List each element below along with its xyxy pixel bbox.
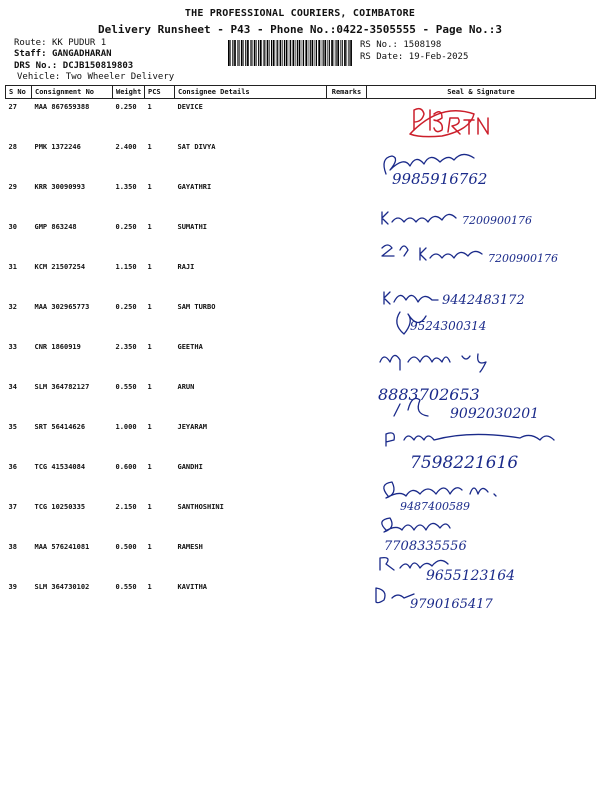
route-line	[14, 38, 106, 48]
barcode-bar	[308, 40, 309, 66]
signature-text-row-38: 9655123164	[426, 568, 516, 584]
col-header-sno: S No	[6, 86, 32, 99]
barcode-bar	[350, 40, 352, 66]
cell-consignment-no: CNR 1860919	[34, 343, 81, 351]
cell-sno: 33	[8, 343, 17, 351]
signature-text-row-34-a: 8883702653	[378, 385, 480, 404]
cell-consignment-no: SLM 364782127	[34, 383, 90, 391]
cell-sno: 27	[8, 103, 17, 111]
rs-date-line	[360, 52, 468, 62]
cell-sno: 28	[8, 143, 17, 151]
barcode-bar	[347, 40, 348, 66]
barcode-bar	[310, 40, 311, 66]
cell-consignee: SAM TURBO	[177, 303, 216, 311]
cell-pcs: 1	[147, 543, 152, 551]
cell-weight: 1.000	[115, 423, 137, 431]
barcode-bar	[247, 40, 249, 66]
cell-consignment-no: KRR 30090993	[34, 183, 86, 191]
signature-row-36	[384, 482, 496, 513]
signature-row-37	[382, 518, 467, 554]
cell-weight: 0.600	[115, 463, 137, 471]
cell-consignee: JEYARAM	[177, 423, 208, 431]
drs-value: DCJB150819803	[62, 61, 134, 71]
cell-consignee: SUMATHI	[177, 223, 208, 231]
barcode-bar	[293, 40, 295, 66]
cell-remarks	[327, 419, 367, 459]
cell-consignment-no: GMP 863248	[34, 223, 77, 231]
barcode-bar	[282, 40, 283, 66]
cell-weight: 0.250	[115, 303, 137, 311]
cell-pcs: 1	[147, 383, 152, 391]
cell-pcs: 1	[147, 223, 152, 231]
rs-date-value: 19-Feb-2025	[408, 52, 469, 62]
signature-row-34	[378, 385, 539, 422]
cell-pcs: 1	[147, 143, 152, 151]
barcode-bar	[251, 40, 252, 66]
barcode-bar	[271, 40, 272, 66]
barcode-bar	[297, 40, 298, 66]
barcode-bar	[263, 40, 264, 66]
staff-label: Staff:	[14, 49, 47, 59]
drs-label: DRS No.:	[14, 61, 58, 71]
barcode-bar	[260, 40, 262, 66]
barcode-bar	[302, 40, 303, 66]
signature-text-row-31: 9442483172	[442, 293, 525, 308]
barcode-bar	[237, 40, 238, 66]
cell-weight: 0.550	[115, 583, 137, 591]
cell-pcs: 1	[147, 303, 152, 311]
cell-weight: 1.150	[115, 263, 137, 271]
barcode-bar	[228, 40, 230, 66]
rs-no-value: 1508198	[403, 40, 442, 50]
barcode-bar	[277, 40, 278, 66]
barcode-bar	[324, 40, 326, 66]
barcode-bar	[312, 40, 314, 66]
barcode-bar	[284, 40, 285, 66]
cell-weight: 0.250	[115, 223, 137, 231]
cell-consignment-no: PMK 1372246	[34, 143, 81, 151]
cell-consignee: RAJI	[177, 263, 195, 271]
barcode-bar	[331, 40, 333, 66]
cell-pcs: 1	[147, 103, 152, 111]
col-header-pcs: PCS	[145, 86, 175, 99]
barcode-bar	[299, 40, 301, 66]
cell-sno: 37	[8, 503, 17, 511]
cell-weight: 2.150	[115, 503, 137, 511]
cell-pcs: 1	[147, 423, 152, 431]
barcode-bar	[344, 40, 346, 66]
signature-row-28	[384, 154, 487, 188]
barcode-bar	[238, 40, 239, 66]
signature-row-27	[410, 109, 488, 137]
table-header-row	[6, 86, 596, 99]
cell-consignment-no: KCM 21507254	[34, 263, 86, 271]
cell-pcs: 1	[147, 503, 152, 511]
cell-sno: 35	[8, 423, 17, 431]
vehicle-label: Vehicle:	[17, 72, 61, 82]
staff-value: GANGADHARAN	[51, 49, 112, 59]
staff-line	[14, 49, 112, 59]
cell-consignee: ARUN	[177, 383, 195, 391]
signature-text-row-28: 9985916762	[392, 170, 488, 188]
barcode-bar	[321, 40, 322, 66]
cell-consignment-no: SLM 364730102	[34, 583, 90, 591]
barcode-bar	[323, 40, 324, 66]
barcode-bar	[286, 40, 288, 66]
barcode-bar	[230, 40, 231, 66]
runsheet-title: Delivery Runsheet - P43 - Phone No.:0422-3505555 - Page No.:3	[98, 23, 502, 36]
cell-consignee: SAT DIVYA	[177, 143, 216, 151]
cell-sno: 38	[8, 543, 17, 551]
barcode-bar	[342, 40, 343, 66]
cell-weight: 1.350	[115, 183, 137, 191]
barcode-bar	[232, 40, 233, 66]
cell-remarks	[327, 539, 367, 579]
cell-consignee: SANTHOSHINI	[177, 503, 224, 511]
barcode-bar	[315, 40, 316, 66]
cell-sno: 31	[8, 263, 17, 271]
cell-pcs: 1	[147, 183, 152, 191]
cell-remarks	[327, 139, 367, 179]
signature-row-33	[380, 354, 486, 372]
barcode-bar	[316, 40, 317, 66]
cell-sno: 32	[8, 303, 17, 311]
cell-remarks	[327, 459, 367, 499]
signature-text-row-32: 9524300314	[410, 319, 487, 333]
cell-consignee: GANDHI	[177, 463, 203, 471]
barcode-bar	[241, 40, 243, 66]
barcode-bar	[303, 40, 304, 66]
signature-text-row-35: 7598221616	[410, 453, 519, 473]
barcode-bar	[340, 40, 341, 66]
barcode-bar	[256, 40, 257, 66]
signature-text-row-39: 9790165417	[410, 597, 493, 610]
signature-text-row-30: 7200900176	[488, 252, 558, 265]
signature-text-row-29: 7200900176	[462, 214, 532, 227]
cell-weight: 2.350	[115, 343, 137, 351]
signature-row-29	[382, 212, 532, 227]
col-header-remarks: Remarks	[327, 86, 367, 99]
barcode-bar	[245, 40, 246, 66]
barcode-bar	[290, 40, 291, 66]
barcode-bar	[348, 40, 349, 66]
signature-row-39	[376, 588, 493, 610]
signature-text-row-37: 7708335556	[384, 539, 467, 554]
vehicle-line	[17, 72, 174, 82]
vehicle-value: Two Wheeler Delivery	[65, 72, 175, 82]
cell-consignee: RAMESH	[177, 543, 203, 551]
cell-remarks	[327, 579, 367, 619]
cell-remarks	[327, 219, 367, 259]
cell-consignment-no: TCG 41534084	[34, 463, 86, 471]
col-header-weight: Weight	[113, 86, 145, 99]
cell-remarks	[327, 179, 367, 219]
cell-pcs: 1	[147, 463, 152, 471]
cell-consignee: GAYATHRI	[177, 183, 212, 191]
barcode-bar	[273, 40, 275, 66]
cell-consignee: GEETHA	[177, 343, 203, 351]
company-title: THE PROFESSIONAL COURIERS, COIMBATORE	[184, 8, 416, 19]
cell-consignment-no: MAA 302965773	[34, 303, 90, 311]
barcode-bar	[276, 40, 277, 66]
barcode-bar	[318, 40, 320, 66]
route-label: Route:	[14, 38, 47, 48]
barcode-bar	[336, 40, 337, 66]
barcode-bar	[295, 40, 296, 66]
rs-date-label: RS Date:	[360, 52, 404, 62]
cell-remarks	[327, 499, 367, 539]
cell-sno: 29	[8, 183, 17, 191]
cell-pcs: 1	[147, 343, 152, 351]
cell-sno: 30	[8, 223, 17, 231]
rs-no-label: RS No.:	[360, 40, 398, 50]
barcode-bar	[243, 40, 244, 66]
col-header-consignee: Consignee Details	[175, 86, 327, 99]
barcode-bar	[264, 40, 265, 66]
drs-line	[14, 61, 133, 71]
barcode-bar	[327, 40, 328, 66]
signature-text-row-34-b: 9092030201	[450, 406, 540, 422]
barcode-bar	[269, 40, 270, 66]
barcode-bar	[305, 40, 307, 66]
cell-remarks	[327, 379, 367, 419]
barcode-bar	[329, 40, 330, 66]
cell-consignee: DEVICE	[177, 103, 203, 111]
barcode-bar	[280, 40, 282, 66]
signature-column	[370, 100, 595, 610]
barcode	[228, 40, 353, 66]
cell-weight: 0.250	[115, 103, 137, 111]
cell-consignee: KAVITHA	[177, 583, 208, 591]
cell-sno: 36	[8, 463, 17, 471]
signature-row-31	[384, 292, 525, 308]
cell-consignment-no: MAA 576241081	[34, 543, 90, 551]
cell-remarks	[327, 259, 367, 299]
col-header-consignment: Consignment No	[32, 86, 113, 99]
barcode-bar	[250, 40, 251, 66]
cell-pcs: 1	[147, 263, 152, 271]
cell-consignment-no: SRT 56414626	[34, 423, 86, 431]
signature-row-32	[397, 312, 487, 334]
rs-no-line	[360, 40, 441, 50]
cell-sno: 39	[8, 583, 17, 591]
cell-consignment-no: MAA 867659388	[34, 103, 90, 111]
cell-remarks	[327, 299, 367, 339]
col-header-signature: Seal & Signature	[367, 86, 596, 99]
route-value: KK PUDUR 1	[51, 38, 107, 48]
signature-row-35	[386, 433, 554, 473]
cell-weight: 2.400	[115, 143, 137, 151]
cell-remarks	[327, 339, 367, 379]
barcode-bar	[334, 40, 335, 66]
signature-row-38	[380, 558, 515, 584]
cell-weight: 0.550	[115, 383, 137, 391]
barcode-bar	[337, 40, 339, 66]
cell-weight: 0.500	[115, 543, 137, 551]
barcode-bar	[289, 40, 290, 66]
barcode-bar	[258, 40, 259, 66]
signature-text-row-36: 9487400589	[400, 500, 470, 513]
cell-remarks	[327, 99, 367, 140]
signature-row-30	[382, 245, 558, 265]
cell-pcs: 1	[147, 583, 152, 591]
cell-sno: 34	[8, 383, 17, 391]
barcode-bar	[234, 40, 236, 66]
barcode-bar	[254, 40, 256, 66]
barcode-bar	[267, 40, 269, 66]
cell-consignment-no: TCG 10250335	[34, 503, 86, 511]
